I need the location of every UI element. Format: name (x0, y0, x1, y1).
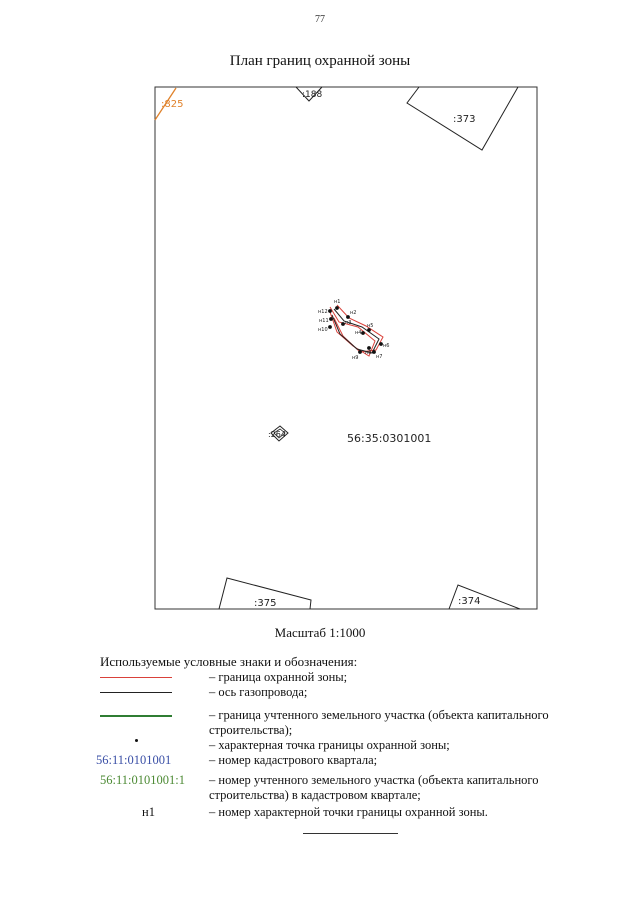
zone-point-labels (318, 299, 389, 361)
black-line-swatch (100, 692, 172, 693)
parcel-number-sample: 56:11:0101001:1 (100, 773, 185, 787)
point-label-n1: н1 (334, 299, 341, 305)
point-label-n5: н5 (367, 323, 374, 329)
point-n12 (328, 309, 332, 313)
point-label-n4: н4 (355, 330, 362, 336)
legend-text: – граница охранной зоны; (209, 670, 348, 684)
parcel-264-label: :264 (268, 430, 286, 439)
cadastral-quarter-label: 56:35:0301001 (347, 432, 432, 445)
point-n1 (335, 306, 339, 310)
point-label-n12: н12 (318, 309, 328, 315)
plan-frame (155, 87, 537, 609)
red-line-swatch (100, 677, 172, 678)
point-label-n6: н6 (383, 343, 390, 349)
point-label-n10: н10 (318, 327, 328, 333)
point-label-n9: н9 (352, 355, 359, 361)
point-label-n3: н3 (345, 320, 352, 326)
plan-title: План границ охранной зоны (229, 53, 411, 69)
page-number: 77 (315, 14, 325, 25)
end-divider (303, 833, 398, 834)
legend-text: – характерная точка границы охранной зоны; (209, 738, 450, 752)
quarter-number-sample: 56:11:0101001 (96, 753, 172, 767)
parcel-375-label: :375 (254, 598, 277, 609)
point-label-n8: н8 (365, 350, 372, 356)
point-number-sample: н1 (142, 805, 155, 819)
legend-symbol (96, 670, 176, 685)
legend-symbol (96, 708, 176, 723)
parcel-825-label: :825 (161, 99, 184, 110)
scale-label: Масштаб 1:1000 (274, 625, 366, 640)
point-label-n7: н7 (376, 354, 383, 360)
point-n4 (361, 331, 365, 335)
legend-text: – ось газопровода; (209, 685, 308, 699)
legend-symbol (96, 738, 176, 753)
point-swatch (135, 739, 138, 742)
legend-text: – граница учтенного земельного участка (объекта капитального строительства); (209, 708, 549, 737)
green-line-swatch (100, 715, 172, 717)
point-label-n2: н2 (350, 310, 357, 316)
legend-text: – номер характерной точки границы охранной зоны. (209, 805, 488, 819)
point-n10 (328, 325, 332, 329)
point-n11 (329, 317, 333, 321)
point-label-n11: н11 (319, 318, 329, 324)
legend-text: – номер кадастрового квартала; (209, 753, 378, 767)
legend-text: – номер учтенного земельного участка (объекта капитального строительства) в кадастровом квартале; (209, 773, 539, 802)
parcel-373-label: :373 (453, 114, 476, 125)
legend-symbol (96, 685, 176, 700)
legend-heading: Используемые условные знаки и обозначения: (100, 654, 358, 669)
parcel-188-label: :188 (302, 90, 323, 100)
point-n9 (358, 350, 362, 354)
parcel-374-label: :374 (458, 596, 481, 607)
